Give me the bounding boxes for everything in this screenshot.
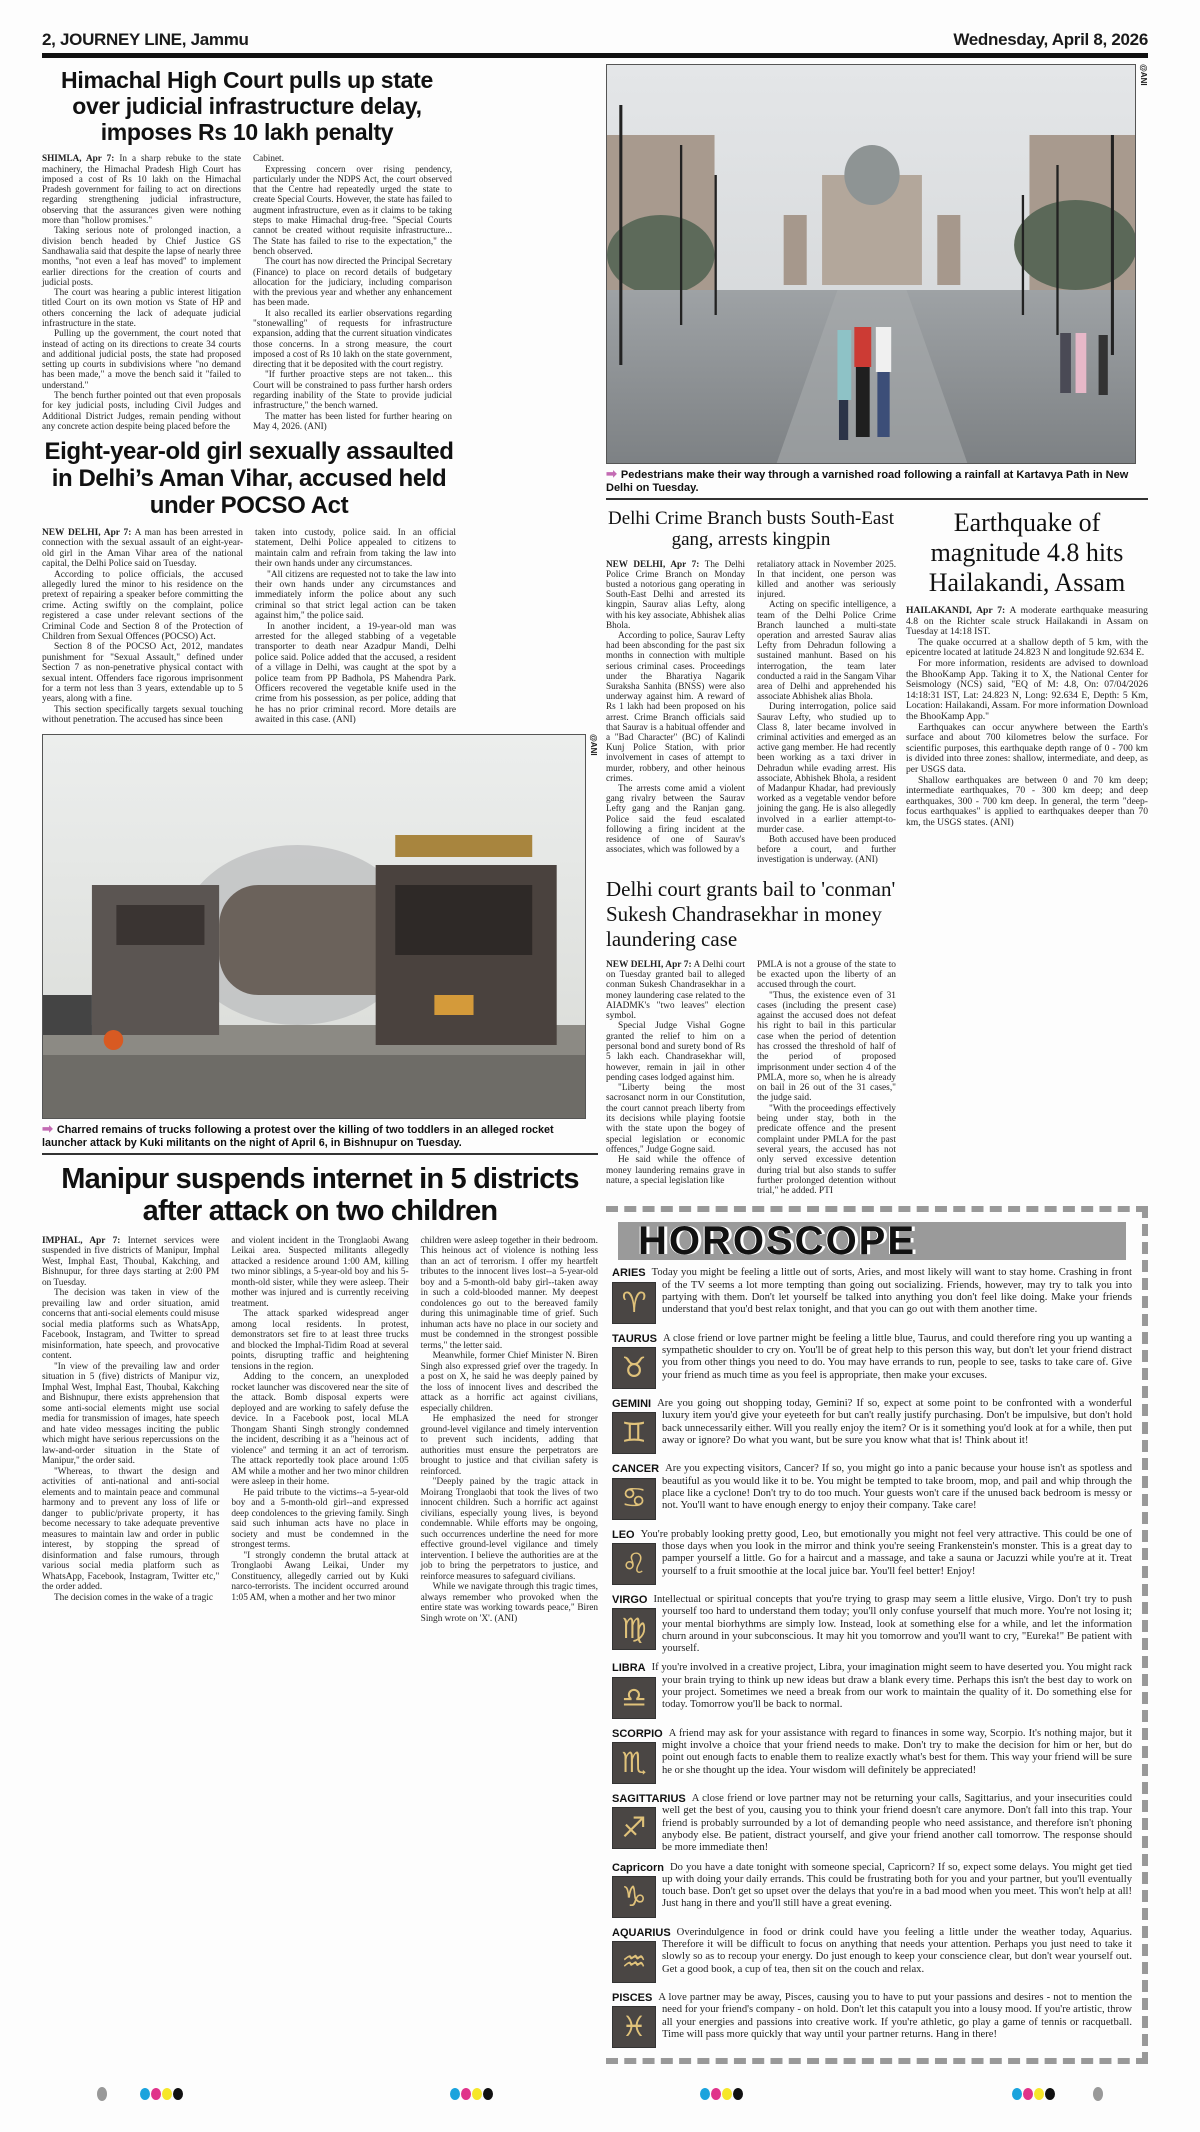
trucks-photo-illustration	[43, 735, 586, 1119]
horoscope-sign-leo	[612, 1529, 1132, 1587]
kartavya-path-photo	[606, 64, 1136, 464]
aquarius-zodiac-icon: ♒	[612, 1941, 656, 1983]
sign-name: SAGITTARIUS	[612, 1793, 686, 1806]
gemini-zodiac-icon: ♊	[612, 1412, 656, 1454]
magenta-dot	[151, 2088, 161, 2100]
sign-text: A love partner may be away, Pisces, causing you to have to put your passions and desires - not to mention the need for your friend's company - on hold. Don't let this catapult you into a lousy mood. If you're artistic, throw all your energies and passions into creative work. If you're athletic, go play a game of tennis or racquetball. Time will pass more quickly that way until your partner returns. Hang in there!	[658, 1992, 1132, 2040]
manipur-p3: "Whereas, to thwart the design and activities of anti-national and anti-social elements and to maintain peace and communal harmony and to prevent any loss of life or danger to public/private property, it has become necessary to take adequate preventive measures to maintain law and order in public interest, by stopping the spread of disinformation and false rumours, through various social media platform such as WhatsApp, Facebook, Instagram, Twitter etc," the order added.	[42, 1466, 220, 1593]
yellow-dot	[472, 2088, 482, 2100]
himachal-column-2	[253, 153, 452, 431]
sukesh-article	[606, 877, 896, 1197]
horoscope-title: HOROSCOPE	[638, 1219, 917, 1264]
manipur-p6: Adding to the concern, an unexploded rocket launcher was discovered near the site of the attack. Bomb disposal experts were deployed and are working to safely defuse the device. In a Facebook post, local MLA Thongam Shanti Singh strongly condemned the incident, describing it as a "heinous act of violence" and terming it an act of terrorism. The attack reportedly took place around 1:05 AM while a mother and her two minor children were asleep in their home.	[231, 1372, 409, 1488]
masthead	[42, 24, 1148, 50]
horoscope-box	[606, 1206, 1148, 2064]
mid-row	[606, 508, 1148, 1196]
himachal-p6: The court has now directed the Principal Secretary (Finance) to place on record details of budgetary allocation for the judiciary, including comparison with the previous year and whether any enhancement has been made.	[253, 256, 452, 308]
taurus-zodiac-icon: ♉	[612, 1347, 656, 1389]
manipur-p4: The decision comes in the wake of a tragic	[54, 1592, 214, 1603]
earthquake-p0	[906, 606, 1148, 638]
manipur-p10: He emphasized the need for stronger ground-level vigilance and timely intervention to prevent such incidents, adding that authorities must ensure the perpetrators are brought to justice and that civilian safety is reinforced.	[420, 1414, 598, 1477]
yellow-dot	[722, 2088, 732, 2100]
crime-branch-p1: According to police, Saurav Lefty had been absconding for the past six months in connection with multiple serious criminal cases. Proceedings under the Bharatiya Nagarik Suraksha Sanhita (BNSS) were also underway against him. A reward of Rs 1 lakh had been proposed on his arrest. Crime Branch officials said that Saurav is a habitual offender and a "Bad Character" (BC) of Kalindi Kunj Police Station, with prior involvement in cases of attempt to murder, robbery, and other heinous crimes.	[606, 629, 745, 783]
crime-branch-p0: NEW DELHI, Apr 7: The Delhi Police Crime Branch on Monday busted a notorious gang operating in South-East Delhi and arrested its kingpin, Saurav alias Lefty, along with his key associate, Abhishek alias Bhola.	[606, 558, 746, 630]
horoscope-sign-pisces	[612, 1992, 1132, 2050]
aman-vihar-article	[42, 439, 598, 725]
yellow-dot	[1034, 2088, 1044, 2100]
photo-credit-delhi: @ANI	[1139, 64, 1148, 86]
sukesh-p2: "Liberty being the most sacrosanct norm in our Constitution, the court cannot preach liberty from its decisions while playing footsie with the state upon the bogey of special legislation or economic offences," Judge Gogne said.	[606, 1083, 745, 1155]
sign-text: If you're involved in a creative project, Libra, your imagination might seem to have deserted you. You might rack your brain trying to think up new ideas but draw a blank every time. Perhaps this isn't the best day to work on your project. Sometimes we need a break from our work to maintain the quality of it. Do something else for today. Tomorrow you'll be back to normal.	[651, 1662, 1132, 1711]
horoscope-signs	[612, 1267, 1132, 2050]
crime-branch-p2: The arrests come amid a violent gang rivalry between the Saurav Lefty gang and the Ranjan gang. Police said the feud escalated following a firing incident at the residence of one of Saurav's associates, which was followed by a	[606, 783, 745, 855]
sign-text: Do you have a date tonight with someone special, Capricorn? If so, expect some delays. You might get tied up with doing your daily errands. This could be frustrating both for you and your partner, but you'll eventually touch base. Don't get so upset over the delays that you're in a bad mood when you meet. This won't help at all! Just hang in there and you'll still have a great evening.	[662, 1861, 1132, 1910]
sign-text: Are you going out shopping today, Gemini? If so, expect at some point to be confronted with a wonderful luxury item you'd give your eyeteeth for but can't really justify purchasing. Don't be impulsive, but don't hold back unnecessarily either. Will you really enjoy the item? Or is it something you'd look at for a while, then put away or ignore? Do what you want, but be sure you know what that is! Think about it!	[657, 1398, 1132, 1446]
manipur-dateline: IMPHAL, Apr 7:	[42, 1235, 121, 1246]
sign-name: GEMINI	[612, 1398, 652, 1411]
aman-vihar-p0: NEW DELHI, Apr 7: A man has been arrested in connection with the sexual assault of an eight-year-old girl in the Aman Vihar area of the national capital, the Delhi Police said on Tuesday.	[42, 527, 243, 570]
sukesh-p5: "With the proceedings effectively being under stay, both in the predicate offence and the present complaint under PMLA for the past several years, the accused has not only served excessive detention during trial but also stands to suffer further prolonged detention without trial," he added. PTI	[757, 1103, 896, 1197]
crime-branch-column-1	[606, 559, 745, 855]
aries-zodiac-icon: ♈	[612, 1282, 656, 1324]
himachal-article	[42, 68, 598, 431]
sign-name: Capricorn	[612, 1861, 664, 1874]
sign-name: ARIES	[612, 1267, 646, 1280]
sukesh-p3: PMLA is not a grouse of the state to be exacted upon the liberty of an accused through the court.	[757, 959, 896, 991]
sign-name: TAURUS	[612, 1332, 658, 1345]
manipur-p9: Meanwhile, former Chief Minister N. Biren Singh also expressed grief over the tragedy. In a post on X, he said he was deeply pained by the loss of innocent lives and described the attack as a horrific act against civilians, especially children.	[420, 1351, 598, 1414]
magenta-dot	[711, 2088, 721, 2100]
caption-arrow-icon: ➡	[42, 1120, 53, 1136]
manipur-p8: "I strongly condemn the brutal attack at Tronglaobi Awang Leikai, Under my Constituency, allegedly carried out by Kuki narco-terrorists. The incident occurred around 1:05 AM, when a mother and her two minor	[231, 1550, 409, 1603]
sign-name: SCORPIO	[612, 1727, 663, 1740]
sign-name: LIBRA	[612, 1662, 646, 1675]
himachal-body	[42, 153, 452, 431]
sign-name: PISCES	[612, 1992, 653, 2005]
horoscope-sign-virgo	[612, 1594, 1132, 1655]
registration-dots	[1012, 2088, 1055, 2100]
registration-gray-dot	[1093, 2087, 1103, 2101]
earthquake-p3: Earthquakes can occur anywhere between the Earth's surface and about 700 kilometres below the surface. For scientific purposes, this earthquake depth range of 0 - 700 km is divided into three zones: shallow, intermediate, and deep, as per USGS data.	[906, 721, 1148, 775]
aman-vihar-column-2	[255, 528, 456, 726]
himachal-p7: It also recalled its earlier observations regarding "stonewalling" of requests for infrastructure expansion, adding that the current situation vindicates those concerns. In a strong measure, the court imposed a cost of Rs 10 lakh on the state government, directing that it be deposited with the court registry.	[253, 307, 452, 370]
leo-zodiac-icon: ♌	[612, 1543, 656, 1585]
sukesh-headline: Delhi court grants bail to 'conman' Sukesh Chandrasekhar in money laundering case	[606, 876, 896, 951]
manipur-p8: children were asleep together in their bedroom. This heinous act of violence is nothing less than an act of terrorism. I offer my heartfelt tributes to the innocent lives lost--a 5-year-old boy and a 5-month-old baby girl--taken away in such a cold-blooded manner. My deepest condolences go out to the bereaved family during this unimaginable time of grief. Such inhuman acts have no place in our society and must be condemned in the strongest possible terms," the letter said.	[420, 1235, 598, 1351]
black-dot	[733, 2088, 743, 2100]
himachal-p0: SHIMLA, Apr 7: In a sharp rebuke to the state machinery, the Himachal Pradesh High Court has imposed a cost of Rs 10 lakh on the Himachal Pradesh government for failing to act on directions regarding strengthening judicial infrastructure, observing that the assurances given were nothing more than "hollow promises."	[42, 153, 242, 226]
horoscope-sign-gemini	[612, 1398, 1132, 1456]
sign-name: VIRGO	[612, 1593, 648, 1606]
crime-branch-p2: retaliatory attack in November 2025. In that incident, one person was killed and another was seriously injured.	[757, 558, 896, 600]
photo-credit-manipur: @ANI	[589, 733, 598, 756]
sign-text: Intellectual or spiritual concepts that you're trying to grasp may seem a little elusive, Virgo. Don't try to push yourself too hard to understand them today; you'll only confuse yourself that much more. You're not losing it; your mental biorhythms are simply low. Instead, look at something else for a while, and let the information churn around in your subconscious. It may hit you tomorrow and you'll want to cry, "Eureka!" Be patient with yourself.	[653, 1593, 1132, 1655]
scorpio-zodiac-icon: ♏	[612, 1742, 656, 1784]
cyan-dot	[450, 2088, 460, 2100]
magenta-dot	[461, 2088, 471, 2100]
horoscope-sign-libra	[612, 1662, 1132, 1720]
himachal-headline: Himachal High Court pulls up state over judicial infrastructure delay, imposes Rs 10 lakh penalty	[61, 67, 433, 145]
earthquake-p0-text: A moderate earthquake measuring 4.8 on the Richter scale struck Hailakandi in Assam on Tuesday at 14:18 IST.	[906, 605, 1148, 638]
horoscope-sign-sagittarius	[612, 1793, 1132, 1854]
registration-row	[42, 2088, 1148, 2112]
crime-branch-p5: Both accused have been produced before a court, and further investigation is underway. (ANI)	[757, 834, 896, 865]
himachal-p1: Taking serious note of prolonged inaction, a division bench headed by Chief Justice GS Sandhawalia said that despite the lapse of nearly three months, "not even a leaf has moved" to implement earlier directions for the creation of courts and judicial posts.	[42, 225, 241, 287]
horoscope-sign-scorpio	[612, 1728, 1132, 1786]
sukesh-p3: He said while the offence of money laundering remains grave in nature, a special legislation like	[606, 1155, 745, 1186]
aman-vihar-p2: Section 8 of the POCSO Act, 2012, mandates punishment for "Sexual Assault," defined under Section 7 as non-penetrative physical contact with sexual intent. Offenders face rigorous imprisonment for a term not less than 3 years, extendable up to 5 years, along with a fine.	[42, 642, 243, 705]
earthquake-headline: Earthquake of magnitude 4.8 hits Hailakandi, Assam	[928, 508, 1126, 597]
kartavya-path-photo-wrap	[606, 64, 1148, 464]
horoscope-sign-cancer	[612, 1463, 1132, 1521]
himachal-dateline: SHIMLA, Apr 7:	[42, 153, 115, 164]
sukesh-dateline: NEW DELHI, Apr 7:	[606, 959, 692, 970]
sign-text: Overindulgence in food or drink could have you feeling a little under the weather today, Aquarius. Therefore it will be difficult to focus on anything that needs your attention. Perhaps you just need to take it slowly so as to recoup your energy. Do just enough to keep your conscience clear, but don't wear yourself out. Get a good book, a cup of tea, then sit on the couch and relax.	[662, 1926, 1132, 1975]
manipur-p4: and violent incident in the Tronglaobi Awang Leikai area. Suspected militants allegedly attacked a residence around 1:00 AM, killing two minor siblings, a 5-year-old boy and his 5-month-old sister, while they were asleep. Their mother was injured and is currently receiving treatment.	[231, 1235, 409, 1309]
crime-branch-headline: Delhi Crime Branch busts South-East gang, arrests kingpin	[607, 508, 895, 551]
kartavya-path-caption	[606, 467, 1148, 495]
horoscope-sign-aquarius	[612, 1927, 1132, 1985]
manipur-column-2	[231, 1236, 408, 1604]
earthquake-dateline: HAILAKANDI, Apr 7:	[906, 605, 1006, 616]
sign-name: AQUARIUS	[612, 1926, 671, 1939]
sukesh-p4: "Thus, the existence even of 31 cases (including the present case) against the accused does not defeat his right to bail in this particular case when the period of detention has crossed the threshold of half of the period of proposed imprisonment under section 4 of the PMLA, more so, when he is already on bail in 26 out of the 31 cases," the judge said.	[757, 990, 896, 1104]
manipur-p7: He paid tribute to the victims--a 5-year-old boy and a 5-month-old girl--and expressed deep condolences to the grieving family. Singh said such inhuman acts have no place in society and must be condemned in the strongest terms.	[231, 1487, 409, 1551]
bishnupur-photo-block	[42, 734, 598, 1155]
black-dot	[1045, 2088, 1055, 2100]
aman-vihar-p1: According to police officials, the accused allegedly lured the minor to his residence on the pretext of repairing a speaker before committing the crime. Acting swiftly on the complaint, police registered a case under relevant sections of the Criminal Code and Section 8 of the Protection of Children from Sexual Offences (POCSO) Act.	[42, 569, 243, 642]
libra-zodiac-icon: ♎	[612, 1677, 656, 1719]
manipur-article	[42, 1163, 598, 1624]
himachal-column-1	[42, 153, 241, 431]
aman-vihar-headline: Eight-year-old girl sexually assaulted in Delhi’s Aman Vihar, accused held under POCSO Act	[44, 438, 454, 520]
aman-vihar-dateline: NEW DELHI, Apr 7:	[42, 527, 132, 538]
crime-branch-column-2	[757, 559, 896, 865]
himachal-p4: Cabinet.	[253, 153, 284, 164]
sign-text: A close friend or love partner may not be returning your calls, Sagittarius, and your insecurities could well get the best of you, causing you to think your friend doesn't care anymore. Don't fall into this trap. Your friend is probably surrounded by a lot of demanding people who need assistance, and therefore isn't phoning anybody else. Be patient, distract yourself, and give your friend another call tomorrow. The response should be more immediate then!	[662, 1793, 1132, 1854]
horoscope-banner	[618, 1219, 1126, 1264]
masthead-date: Wednesday, April 8, 2026	[953, 30, 1148, 49]
horoscope-sign-aries	[612, 1267, 1132, 1325]
aman-vihar-p4: "All citizens are requested not to take the law into their own hands under any circumstances and immediately inform the police about any such criminal so that strict legal action can be taken against him," the police said.	[255, 569, 456, 622]
caption-rule-bottom	[42, 1153, 598, 1155]
pisces-zodiac-icon: ♓	[612, 2006, 656, 2048]
bishnupur-caption-text: Charred remains of trucks following a protest over the killing of two toddlers in an alleged rocket launcher attack by Kuki militants on the night of April 6, in Bishnupur on Tuesday.	[42, 1123, 554, 1149]
sukesh-column-1	[606, 960, 745, 1187]
manipur-body	[42, 1236, 598, 1625]
aman-vihar-p3: This section specifically targets sexual touching without penetration. The accused has since been	[42, 704, 243, 726]
right-column	[606, 64, 1148, 2064]
virgo-zodiac-icon: ♍	[612, 1608, 656, 1650]
kartavya-path-photo-block	[606, 64, 1148, 500]
registration-dots	[450, 2088, 493, 2100]
crime-branch-p4: During interrogation, police said Saurav Lefty, who studied up to Class 8, later became involved in criminal activities and emerged as an active gang member. He had recently been working as a taxi driver in Dehradun while evading arrest. His associate, Abhishek Bhola, a resident of Madanpur Khadar, had previously worked as a vegetable vendor before joining the gang. He is also allegedly involved in a earlier attempt-to-murder case.	[757, 701, 896, 834]
earthquake-p1: The quake occurred at a shallow depth of 5 km, with the epicentre located at latitude 24.823 N and longitude 92.634 E.	[906, 636, 1148, 659]
sign-text: A close friend or love partner might be feeling a little blue, Taurus, and could therefore ring you up wanting a sympathetic shoulder to cry on. You'll be of great help to this person this way, but don't let your friend distract you from other things you need to do. You may have errands to run, people to see, tasks to take care of. Give your friend as much time as you feel is appropriate, then make your excuses.	[662, 1332, 1132, 1381]
manipur-p5: The attack sparked widespread anger among local residents. In protest, demonstrators set fire to at least three trucks and blocked the Imphal-Tidim Road at several points, disrupting traffic and heightening tensions in the region.	[231, 1309, 409, 1372]
rain-photo-illustration	[607, 65, 1136, 464]
caption-arrow-icon: ➡	[606, 466, 617, 481]
kartavya-path-caption-text: Pedestrians make their way through a varnished road following a rainfall at Kartavya Path in New Delhi on Tuesday.	[606, 469, 1129, 494]
wide-column	[906, 508, 1148, 828]
crime-branch-body	[606, 559, 896, 865]
cyan-dot	[1012, 2088, 1022, 2100]
sign-text: You're probably looking pretty good, Leo, but emotionally you might not feel very attractive. This could be one of those days when you look in the mirror and think you're seeing Frankenstein's monster. This is a great day to pamper yourself a little. Go for a haircut and a massage, and take a sauna or Jacuzzi while you're at it. Treat yourself to a fruit smoothie at the local juice bar. You'll feel better! Enjoy!	[640, 1528, 1132, 1577]
registration-gray-dot	[97, 2087, 107, 2101]
sign-name: CANCER	[612, 1463, 660, 1476]
himachal-p3: Pulling up the government, the court noted that instead of acting on its directions to create 34 courts and additional judicial posts, the state had proposed setting up courts in subdivisions where "no demand has been made," a move the bench said it "failed to understand."	[42, 328, 241, 390]
bishnupur-trucks-photo	[42, 734, 586, 1119]
crime-branch-article	[606, 508, 896, 865]
left-column	[42, 64, 598, 1624]
earthquake-p2: For more information, residents are advised to download the BhooKamp App. Taking it to X, the National Center for Seismology (NCS) said, "EQ of M: 4.8, On: 07/04/2026 14:18:31 IST, Lat: 24.823 N, Long: 92.634 E, Depth: 5 Km, Location: Hailakandi, Assam. For more information Download the BhooKamp App."	[906, 657, 1148, 722]
cancer-zodiac-icon: ♋	[612, 1478, 656, 1520]
manipur-column-3	[421, 1236, 598, 1625]
page-grid	[42, 64, 1148, 2064]
yellow-dot	[162, 2088, 172, 2100]
manipur-p2: "In view of the prevailing law and order situation in 5 (five) districts of Manipur viz, Imphal West, Imphal East, Thoubal, Kakching and Bishnupur, there exists apprehension that some anti-social elements might use social media for transmission of images, hate speech and hate video messages inciting the public which might have serious repercussions on the law-and-order situation in the State of Manipur," the order said.	[42, 1361, 220, 1467]
crime-branch-dateline: NEW DELHI, Apr 7:	[606, 558, 700, 569]
sukesh-column-2	[757, 960, 896, 1197]
sagittarius-zodiac-icon: ♐	[612, 1807, 656, 1849]
manipur-p12: While we navigate through this tragic times, always remember who provoked when the entire state was working towards peace," Biren Singh wrote on 'X'. (ANI)	[420, 1582, 598, 1624]
himachal-p4: The bench further pointed out that even proposals for key judicial posts, including Civil Judges and Additional District Judges, remain pending without any concrete action despite being placed before the	[42, 390, 241, 431]
himachal-p2: The court was hearing a public interest litigation titled Court on its own motion vs State of HP and others concerning the lack of adequate judicial infrastructure in the state.	[42, 287, 241, 328]
narrow-column	[606, 508, 896, 1196]
earthquake-body	[906, 606, 1148, 828]
himachal-p5: Expressing concern over rising pendency, particularly under the NDPS Act, the court observed that the Centre had repeatedly urged the state to create Special Courts. However, the state has failed to augment infrastructure, even as it claims to be taking steps to make Himachal drug-free. "Special Courts cannot be created without requisite infrastructure... The State has failed to rise to the expectation," the bench observed.	[253, 163, 452, 256]
bishnupur-photo-wrap	[42, 734, 598, 1119]
himachal-p9: The matter has been listed for further hearing on May 4, 2026. (ANI)	[253, 410, 452, 431]
horoscope-sign-capricorn	[612, 1862, 1132, 1920]
earthquake-article	[906, 508, 1148, 828]
registration-dots	[140, 2088, 183, 2100]
black-dot	[173, 2088, 183, 2100]
manipur-headline: Manipur suspends internet in 5 districts after attack on two children	[61, 1162, 579, 1228]
masthead-page-info: 2, JOURNEY LINE, Jammu	[42, 30, 249, 49]
masthead-rule	[42, 53, 1148, 58]
registration-dots	[700, 2088, 743, 2100]
earthquake-p4: Shallow earthquakes are between 0 and 70 km deep; intermediate earthquakes, 70 - 300 km deep; and deep earthquakes, 300 - 700 km deep. In general, the term "deep-focus earthquakes" is applied to earthquakes deeper than 70 km, the USGS states. (ANI)	[906, 774, 1148, 828]
manipur-p1: The decision was taken in view of the prevailing law and order situation, amid concerns that anti-social elements could misuse social media platforms such as WhatsApp, Facebook, Instagram, and Twitter to spread misinformation, hate speech, and provocative content.	[42, 1288, 220, 1362]
capricorn-zodiac-icon: ♑	[612, 1876, 656, 1918]
black-dot	[483, 2088, 493, 2100]
horoscope-sign-taurus	[612, 1333, 1132, 1391]
manipur-column-1	[42, 1236, 219, 1604]
sign-text: A friend may ask for your assistance with regard to finances in some way, Scorpio. It's nothing major, but it might involve a choice that your friend needs to make. Don't try to make the decision for him or her, but do point out enough facts to enable them to realize exactly what's best for them. This way your friend will be sure he or she thought up the idea. Your wisdom will definitely be appreciated!	[662, 1727, 1132, 1776]
aman-vihar-p3: taken into custody, police said. In an official statement, Delhi Police appealed to citizens to maintain calm and refrain from taking the law into their own hands under any circumstances.	[255, 527, 456, 570]
sukesh-body	[606, 960, 896, 1197]
sign-text: Are you expecting visitors, Cancer? If so, you might go into a panic because your house isn't as spotless and beautiful as you would like it to be. You might be tempted to take broom, mop, and pail and whip through the place like a cyclone! Don't try to do too much. Your guests won't care if the unused back bedroom is messy or not. You'll want to have enough energy to enjoy their company. Take care!	[662, 1463, 1132, 1512]
cyan-dot	[700, 2088, 710, 2100]
aman-vihar-p5: In another incident, a 19-year-old man was arrested for the alleged stabbing of a vegetable transporter to death near Azadpur Mandi, Delhi police said. Police added that the accused, a resident of a village in Delhi, was caught at the spot by a police team from PP Badhola, PS Mahendra Park. Officers recovered the vegetable knife used in the crime from his possession, as per police, adding that he has no prior criminal record. More details are awaited in this case. (ANI)	[255, 621, 456, 726]
magenta-dot	[1023, 2088, 1033, 2100]
crime-branch-p3: Acting on specific intelligence, a team of the Delhi Police Crime Branch launched a multi-state operation and arrested Saurav alias Lefty from Dehradun following a sustained manhunt. Based on his interrogation, the team later conducted a raid in the Sangam Vihar area of Delhi and apprehended his associate Abhishek alias Bhola.	[757, 599, 896, 702]
sign-text: Today you might be feeling a little out of sorts, Aries, and most likely will want to stay home. Crashing in front of the TV seems a lot more tempting than going out socializing. Friends, however, may try to talk you into partying with them. Don't let yourself be talked into anything you don't feel like doing. Make your friends understand that you'd best relax tonight, and that you can go out with them another time.	[651, 1267, 1132, 1316]
cyan-dot	[140, 2088, 150, 2100]
sukesh-p1: Special Judge Vishal Gogne granted the relief to him on a personal bond and surety bond of Rs 5 lakh each. Chandrasekhar will, however, remain in jail in other pending cases lodged against him.	[606, 1021, 745, 1083]
bishnupur-caption	[42, 1122, 598, 1150]
sukesh-p0: NEW DELHI, Apr 7: A Delhi court on Tuesday granted bail to alleged conman Sukesh Chandrasekhar in a money laundering case related to the AIADMK's "two leaves" election symbol.	[606, 959, 746, 1022]
sign-name: LEO	[612, 1528, 635, 1541]
aman-vihar-column-1	[42, 528, 243, 726]
caption-rule-top	[606, 498, 1148, 500]
aman-vihar-body	[42, 528, 456, 726]
manipur-p11: "Deeply pained by the tragic attack in Moirang Tronglaobi that took the lives of two innocent children. Such a horrific act against civilians, especially young lives, is beyond condemnable. While efforts may be ongoing, such occurrences underline the need for more effective ground-level vigilance and timely intervention. I believe the authorities are at the job to bring the perpetrators to justice, and reinforce measures to safeguard civilians.	[420, 1477, 598, 1582]
manipur-p0: IMPHAL, Apr 7: Internet services were suspended in five districts of Manipur, Imphal West, Imphal East, Thoubal, Kakching, and Bishnupur, for three days starting at 2:00 PM on Tuesday.	[42, 1235, 220, 1288]
himachal-p8: "If further proactive steps are not taken... this Court will be constrained to pass further harsh orders regarding inability of the State to provide judicial infrastructure," the bench warned.	[253, 369, 452, 411]
